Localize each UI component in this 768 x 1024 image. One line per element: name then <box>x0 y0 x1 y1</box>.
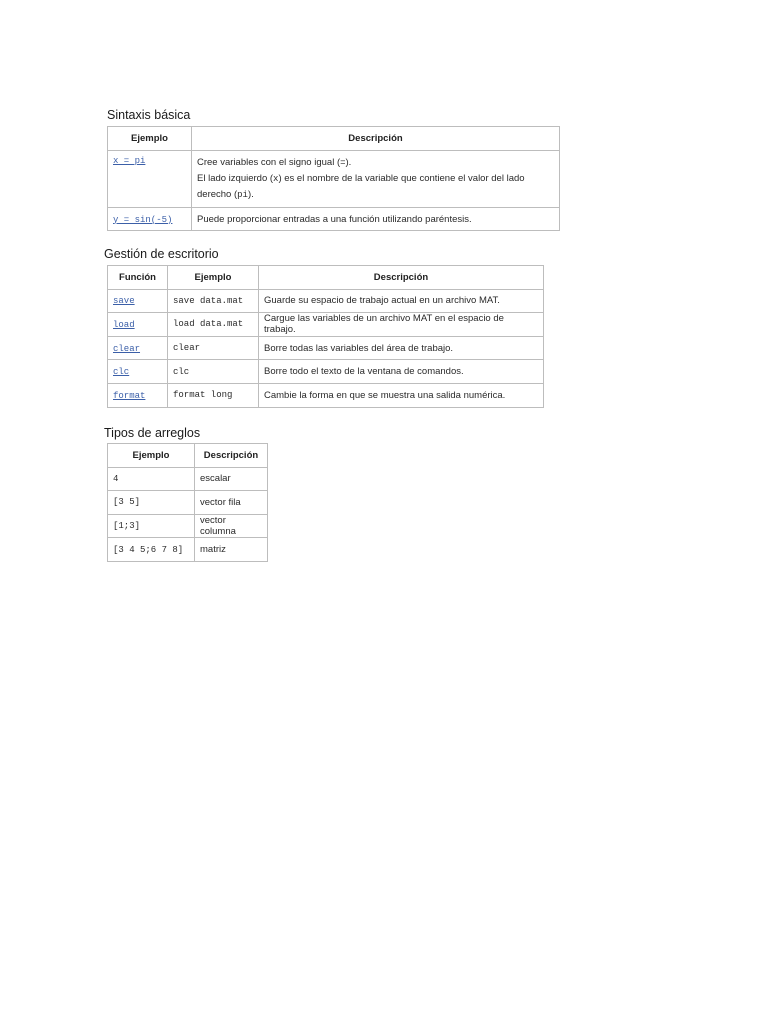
description-cell: vector fila <box>195 491 268 515</box>
function-link[interactable]: save <box>113 296 135 307</box>
function-link[interactable]: clc <box>113 367 130 378</box>
table-row <box>108 336 544 360</box>
description-cell: Cargue las variables de un archivo MAT en el espacio de trabajo. <box>259 313 544 337</box>
example-cell: [1;3] <box>108 514 195 538</box>
table-header-row <box>108 444 268 468</box>
function-cell <box>108 289 168 313</box>
function-link[interactable]: clear <box>113 343 141 354</box>
inline-code: = <box>340 158 346 168</box>
column-header-descripcion: Descripción <box>259 266 544 290</box>
column-header-ejemplo: Ejemplo <box>108 127 192 151</box>
table-row <box>108 313 544 337</box>
example-cell: save data.mat <box>168 289 259 313</box>
example-cell <box>108 208 192 231</box>
example-link[interactable]: y = sin(-5) <box>113 214 173 225</box>
table-row <box>108 151 560 208</box>
description-cell: Cambie la forma en que se muestra una salida numérica. <box>259 383 544 407</box>
function-cell <box>108 383 168 407</box>
description-text: derecho ( <box>197 189 238 200</box>
table-row <box>108 360 544 384</box>
function-cell <box>108 336 168 360</box>
column-header-descripcion: Descripción <box>192 127 560 151</box>
example-cell: clear <box>168 336 259 360</box>
table-header-row <box>108 127 560 151</box>
example-cell: 4 <box>108 467 195 491</box>
example-cell: [3 4 5;6 7 8] <box>108 538 195 562</box>
table-header-row <box>108 266 544 290</box>
section-title-tipos-de-arreglos: Tipos de arreglos <box>104 426 201 440</box>
description-cell: Borre todas las variables del área de trabajo. <box>259 336 544 360</box>
description-text: ). <box>345 157 352 168</box>
example-link[interactable]: x = pi <box>113 156 146 166</box>
description-line <box>197 187 554 203</box>
table-row <box>108 383 544 407</box>
example-cell: load data.mat <box>168 313 259 337</box>
inline-code: pi <box>237 190 248 200</box>
description-cell: Borre todo el texto de la ventana de comandos. <box>259 360 544 384</box>
description-cell: matriz <box>195 538 268 562</box>
array-types-table <box>107 443 268 562</box>
example-cell: format long <box>168 383 259 407</box>
description-cell: escalar <box>195 467 268 491</box>
example-cell <box>108 151 192 208</box>
example-cell: [3 5] <box>108 491 195 515</box>
description-line <box>197 155 554 171</box>
table-row <box>108 491 268 515</box>
function-cell <box>108 313 168 337</box>
inline-code: x <box>273 174 279 184</box>
table-row <box>108 538 268 562</box>
function-cell <box>108 360 168 384</box>
example-cell: clc <box>168 360 259 384</box>
table-row <box>108 514 268 538</box>
column-header-ejemplo: Ejemplo <box>108 444 195 468</box>
table-row <box>108 208 560 231</box>
description-cell: vector columna <box>195 514 268 538</box>
section-title-sintaxis-basica: Sintaxis básica <box>107 108 191 122</box>
function-link[interactable]: format <box>113 390 146 401</box>
description-text: Cree variables con el signo igual ( <box>197 157 341 168</box>
section-title-gestion-de-escritorio: Gestión de escritorio <box>104 247 219 261</box>
table-row <box>108 289 544 313</box>
description-cell: Guarde su espacio de trabajo actual en un archivo MAT. <box>259 289 544 313</box>
column-header-funcion: Función <box>108 266 168 290</box>
column-header-ejemplo: Ejemplo <box>168 266 259 290</box>
description-text: ) es el nombre de la variable que contiene el valor del lado <box>278 173 525 184</box>
description-text: El lado izquierdo ( <box>197 173 274 184</box>
table-row <box>108 467 268 491</box>
description-line <box>197 171 554 187</box>
description-text: ). <box>247 189 254 200</box>
description-cell: Puede proporcionar entradas a una función utilizando paréntesis. <box>192 208 560 231</box>
desktop-management-table <box>107 265 544 408</box>
column-header-descripcion: Descripción <box>195 444 268 468</box>
description-cell <box>192 151 560 208</box>
basic-syntax-table <box>107 126 560 231</box>
function-link[interactable]: load <box>113 319 135 330</box>
